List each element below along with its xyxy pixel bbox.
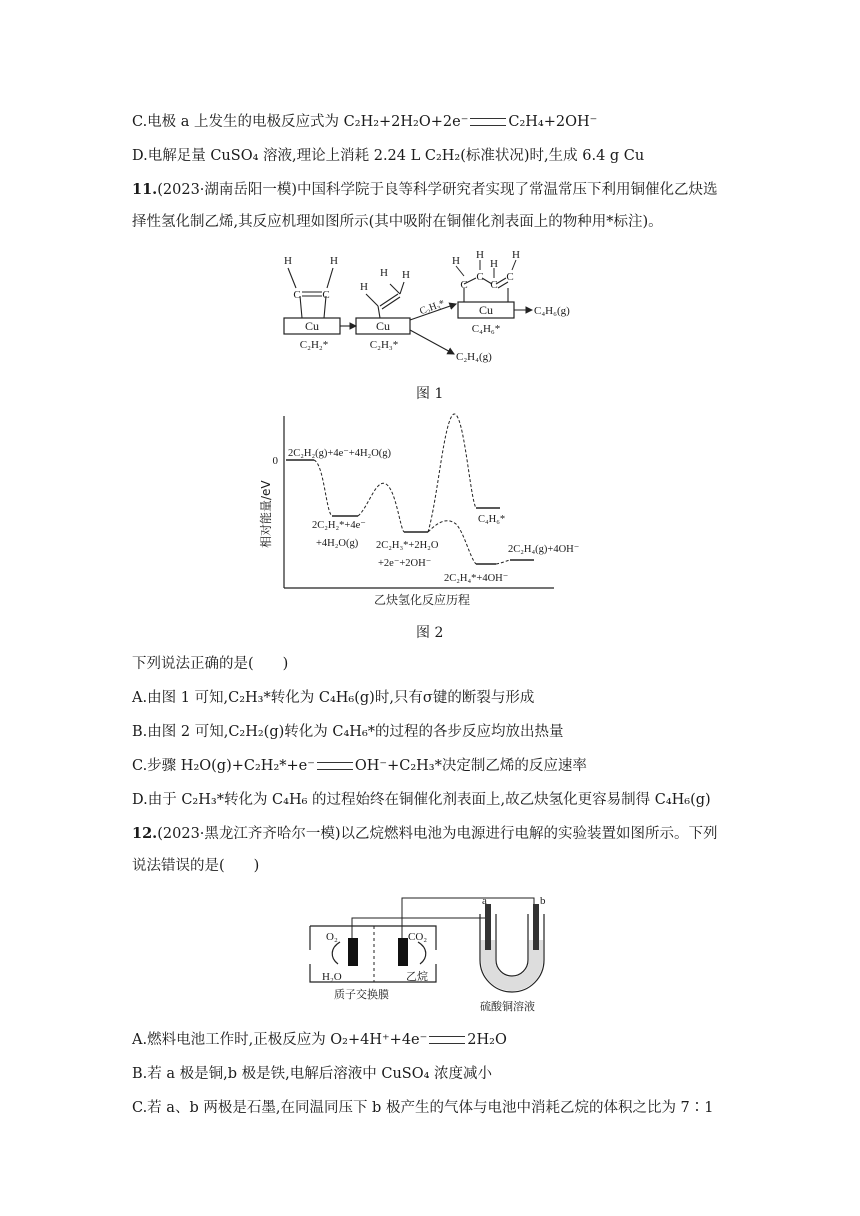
cu-label-3: Cu: [478, 303, 494, 317]
question-12-line1: [132, 824, 718, 844]
label-c4h6-gas: C₄H₆(g): [534, 305, 570, 317]
label-c2h3-ads-2: +2e⁻+2OH⁻: [378, 558, 432, 569]
option-c-q11: [132, 756, 587, 776]
label-c2h3-arrow: C₂H₃*: [418, 297, 447, 318]
label-solution: 硫酸铜溶液: [480, 1000, 535, 1013]
label-a: a: [482, 895, 487, 907]
question-11-line2: 择性氢化制乙烯,其反应机理如图所示(其中吸附在铜催化剂表面上的物种用*标注)。: [132, 214, 663, 230]
label-co2: CO₂: [408, 931, 428, 943]
electrode-a: [485, 904, 491, 950]
carbon-atom: C: [476, 271, 484, 283]
figure-1-mechanism: [270, 240, 600, 375]
cu-label-2: Cu: [375, 319, 391, 333]
u-tube-inner: [496, 914, 528, 976]
path-desorption: [496, 560, 510, 564]
option-c-q10-left: C.电极 a 上发生的电极反应式为 C₂H₂+2H₂O+2e⁻: [132, 114, 469, 130]
label-o2: O₂: [326, 931, 338, 943]
flow-arrow-right: [418, 942, 426, 964]
question-12-number: 12.: [132, 825, 158, 842]
figure-1-caption: 图 1: [416, 386, 444, 402]
carbon-atom: C: [506, 271, 514, 283]
hydrogen-atom: H: [490, 258, 498, 270]
option-a-q12-right: 2H₂O: [467, 1032, 507, 1048]
path-ts-c4h6: [428, 414, 476, 532]
option-c-q10: [132, 112, 597, 132]
label-c2h4-gas: 2C₂H₄(g)+4OH⁻: [508, 544, 580, 555]
option-c-q11-left: C.步骤 H₂O(g)+C₂H₂*+e⁻: [132, 758, 315, 774]
electrode-left: [348, 938, 358, 966]
question-11-text1: (2023·湖南岳阳一模)中国科学院于良等科学研究者实现了常温常压下利用铜催化乙炔选: [157, 182, 718, 198]
hydrogen-atom: H: [284, 255, 292, 267]
electrode-right: [398, 938, 408, 966]
hydrogen-atom: H: [512, 249, 520, 261]
carbon-atom: C: [460, 279, 468, 291]
label-h2o: H₂O: [322, 971, 342, 983]
hydrogen-atom: H: [476, 249, 484, 261]
flow-arrow-left: [332, 942, 340, 964]
x-axis-label: 乙炔氢化反应历程: [373, 593, 471, 607]
question-11-prompt: 下列说法正确的是( ): [132, 656, 289, 672]
label-ethane: 乙烷: [406, 970, 428, 983]
label-c2h3-ads-1: 2C₂H₃*+2H₂O: [376, 540, 439, 551]
label-c2h2-ads: C₂H₂*: [299, 339, 329, 351]
question-11-line1: [132, 180, 718, 200]
option-d-q11: D.由于 C₂H₃*转化为 C₄H₆ 的过程始终在铜催化剂表面上,故乙炔氢化更容易制得 C₄H₆(g): [132, 792, 711, 808]
hydrogen-atom: H: [380, 267, 388, 279]
equals-sign: [470, 118, 506, 126]
label-c4h6-ads: C₄H₆*: [471, 323, 501, 335]
figure-3-apparatus: [300, 890, 580, 1020]
hydrogen-atom: H: [330, 255, 338, 267]
carbon-atom: C: [293, 289, 301, 301]
option-d-q10: D.电解足量 CuSO₄ 溶液,理论上消耗 2.24 L C₂H₂(标准状况)时,生成 6.4 g Cu: [132, 148, 645, 164]
option-b-q12: B.若 a 极是铜,b 极是铁,电解后溶液中 CuSO₄ 浓度减小: [132, 1066, 493, 1082]
option-c-q11-right: OH⁻+C₂H₃*决定制乙烯的反应速率: [354, 758, 587, 774]
equals-sign: [317, 762, 353, 770]
cu-label-1: Cu: [304, 319, 320, 333]
option-c-q12: C.若 a、b 两极是石墨,在同温同压下 b 极产生的气体与电池中消耗乙烷的体积之比为 7∶1: [132, 1100, 714, 1116]
path-adsorption: [314, 460, 332, 516]
question-12-text1: (2023·黑龙江齐齐哈尔一模)以乙烷燃料电池为电源进行电解的实验装置如图所示。下列: [157, 826, 718, 842]
figure-2-caption: 图 2: [416, 625, 444, 641]
carbon-atom: C: [322, 289, 330, 301]
hydrogen-atom: H: [452, 255, 460, 267]
hydrogen-atom: H: [402, 269, 410, 281]
figure-2-energy-diagram: [258, 408, 580, 608]
electrode-b: [533, 904, 539, 950]
label-membrane: 质子交换膜: [334, 988, 389, 1001]
option-a-q12-left: A.燃料电池工作时,正极反应为 O₂+4H⁺+4e⁻: [132, 1032, 428, 1048]
question-11-number: 11.: [132, 181, 158, 198]
label-initial: 2C₂H₂(g)+4e⁻+4H₂O(g): [288, 448, 392, 459]
label-c2h2-ads-1: 2C₂H₂*+4e⁻: [312, 520, 366, 531]
option-a-q11: A.由图 1 可知,C₂H₃*转化为 C₄H₆(g)时,只有σ键的断裂与形成: [132, 690, 535, 706]
label-c2h4-gas: C₂H₄(g): [456, 351, 492, 363]
equals-sign: [429, 1036, 465, 1044]
label-c2h2-ads-2: +4H₂O(g): [316, 538, 359, 549]
label-c2h3-ads: C₂H₃*: [369, 339, 399, 351]
label-b: b: [540, 895, 546, 907]
label-c2h4-ads: 2C₂H₄*+4OH⁻: [444, 573, 509, 584]
hydrogen-atom: H: [360, 281, 368, 293]
option-b-q11: B.由图 2 可知,C₂H₂(g)转化为 C₄H₆*的过程的各步反应均放出热量: [132, 724, 564, 740]
carbon-atom: C: [490, 279, 498, 291]
label-c4h6-ads: C₄H₆*: [478, 514, 506, 525]
question-12-line2: 说法错误的是( ): [132, 858, 260, 874]
option-c-q10-right: C₂H₄+2OH⁻: [508, 114, 598, 130]
y-zero-tick: 0: [272, 455, 278, 467]
y-axis-label: 相对能量/eV: [259, 480, 273, 548]
option-a-q12: [132, 1030, 507, 1050]
